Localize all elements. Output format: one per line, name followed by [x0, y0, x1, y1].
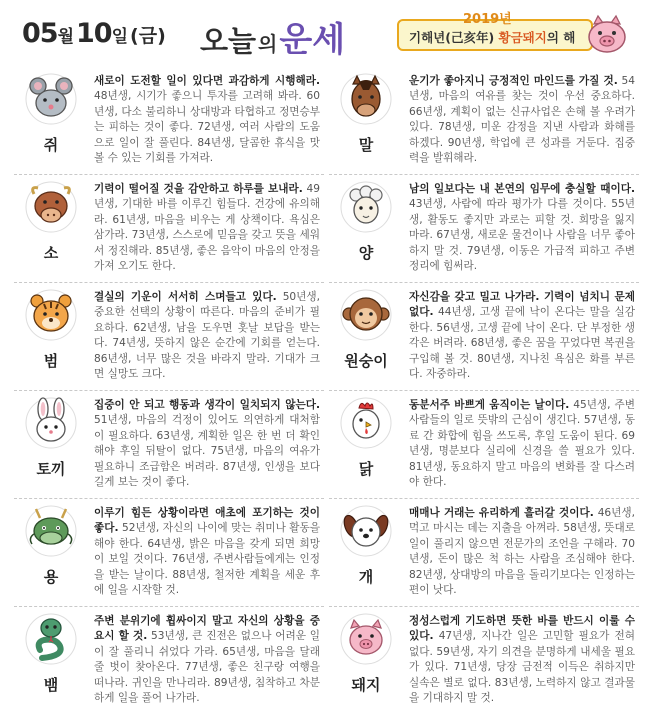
ox-icon: [24, 180, 78, 234]
year-badge: [397, 12, 593, 51]
divider: [329, 282, 639, 283]
zodiac-entry-dog: [329, 498, 639, 606]
fortune-headline: 주변 분위기에 휩싸이지 말고 자신의 상황을 중요시 할 것.: [94, 615, 320, 643]
fortune-headline: 결실의 기운이 서서히 스며들고 있다.: [94, 291, 277, 303]
zodiac-entry-horse: [329, 66, 639, 174]
fortune-body: 45년생, 주변 사람들의 일로 뜻밖의 근심이 생긴다. 57년생, 동료 간 화합에 힘을 쓰도록, 후일 도움이 된다. 69년생, 명분보다 실리에 신경을 쓸 필요가 있다. 81년생, 동요하지 말고 마음의 변화를 잘 다스려야 한다.: [409, 399, 635, 489]
fortune-body: 52년생, 자신의 나이에 맞는 취미나 활동을 해야 한다. 64년생, 밝은 마음을 갖게 되면 희망이 보일 것이다. 76년생, 주변사람들에게는 인정을 받는 날이다. 88년생, 철저한 계획을 세운 후에 일을 시작할 것.: [94, 522, 320, 597]
title-today: 오늘: [200, 24, 257, 58]
zodiac-name: 범: [43, 352, 59, 370]
zodiac-entry-rabbit: [14, 390, 324, 498]
fortune-headline: 이루기 힘든 상황이라면 애초에 포기하는 것이 좋다.: [94, 507, 320, 535]
fortune-body: 53년생, 큰 진전은 없으나 어려운 일이 잘 풀리니 쉬었다 가라. 65년생, 마음을 달래 줄 벗이 찾아온다. 77년생, 좋은 친구랑 여행을 떠나라. 귀인을 만나리라. 89년생, 침착하고 차분하게 일을 풀어 나가라.: [94, 630, 320, 705]
zodiac-entry-monkey: [329, 282, 639, 390]
fortune-body: 48년생, 시기가 좋으니 투자를 고려해 봐라. 60년생, 다소 불리하니 상대방과 타협하고 정면승부는 피하는 것이 좋다. 72년생, 여러 사람의 도움으로 일이 잘 풀린다. 84년생, 달콤한 휴식을 맛볼 수 있는 기회를 가져라.: [94, 90, 320, 165]
date-label: [22, 18, 166, 49]
fortune-text: [409, 290, 635, 382]
sheep-icon: [339, 180, 393, 234]
fortune-headline: 동분서주 바쁘게 움직이는 날이다.: [409, 399, 570, 411]
divider: [14, 174, 324, 175]
divider: [14, 498, 324, 499]
fortune-headline: 자신감을 갖고 밀고 나가라. 기력이 넘치니 문제없다.: [409, 291, 635, 319]
zodiac-badge: [20, 612, 82, 706]
badge-prefix: 기해년(己亥年): [409, 30, 499, 45]
rabbit-icon: [24, 396, 78, 450]
badge-year: 2019년: [463, 12, 512, 27]
fortune-text: [409, 74, 635, 166]
zodiac-badge: [335, 612, 397, 706]
divider: [14, 606, 324, 607]
fortune-body: 50년생, 중요한 선택의 상황이 따른다. 마음의 준비가 필요하다. 62년생, 남을 도우면 홋날 보답을 받는다. 74년생, 뜻하지 않은 순간에 기회를 얻는다. 86년생, 너무 많은 것을 바라지 말라. 기대가 크면 실망도 크다.: [94, 291, 321, 381]
mouse-icon: [24, 72, 78, 126]
divider: [14, 282, 324, 283]
fortune-body: 46년생, 먹고 마시는 데는 지출을 아껴라. 58년생, 뜻대로 일이 풀리지 않으면 전문가의 조언을 구해라. 70년생, 돈이 많은 척 하는 사람을 조심해야 한다. 82년생, 상대방의 마음을 돌리기보다는 인정하는 편이 낫다.: [409, 507, 636, 597]
fortune-headline: 남의 일보다는 내 본연의 임무에 충실할 때이다.: [409, 183, 635, 195]
divider: [329, 606, 639, 607]
zodiac-badge: [20, 396, 82, 490]
fortune-text: [94, 506, 320, 598]
fortune-body: 44년생, 고생 끝에 낙이 온다는 말을 실감한다. 56년생, 고생 끝에 낙이 온다. 단 부정한 생각은 버려라. 68년생, 좋은 꿈을 꾸었다면 복권을 구입해 볼 것. 80년생, 지나친 욕심은 화를 부른다. 자중하라.: [409, 306, 635, 381]
fortune-headline: 집중이 안 되고 행동과 생각이 일치되지 않는다.: [94, 399, 320, 411]
zodiac-name: 양: [358, 244, 374, 262]
fortune-body: 54년생, 마음의 여유를 찾는 것이 우선 중요하다. 66년생, 계획이 없는 신규사업은 손해 볼 우려가 있다. 78년생, 미운 감정을 지낸 사람과 화해를 하겠다. 90년생, 학업에 큰 성과를 거둔다. 집중력을 발휘해라.: [409, 75, 635, 165]
fortune-text: [94, 74, 320, 166]
title-particle: 의: [258, 32, 278, 56]
fortune-body: 47년생, 지나간 일은 고민할 필요가 전혀 없다. 59년생, 자기 의견을 분명하게 내세울 필요가 있다. 71년생, 당장 금전적 이득은 취하지만 실속은 별로 없다. 83년생, 노력하지 않고 결과물을 기대하지 말 것.: [409, 630, 635, 705]
zodiac-entry-ox: [14, 174, 324, 282]
zodiac-entry-pig: [329, 606, 639, 714]
zodiac-badge: [20, 180, 82, 274]
fortune-headline: 매매나 거래는 유리하게 흘러갈 것이다.: [409, 507, 594, 519]
fortune-text: [94, 398, 320, 490]
zodiac-name: 토끼: [36, 460, 66, 478]
tiger-icon: [24, 288, 78, 342]
zodiac-name: 돼지: [351, 676, 381, 694]
zodiac-entry-snake: [14, 606, 324, 714]
zodiac-name: 원숭이: [344, 352, 388, 370]
zodiac-entry-mouse: [14, 66, 324, 174]
zodiac-badge: [20, 504, 82, 598]
zodiac-badge: [335, 72, 397, 166]
zodiac-entry-sheep: [329, 174, 639, 282]
horse-icon: [339, 72, 393, 126]
fortune-text: [409, 398, 635, 490]
badge-suffix: 의 해: [546, 30, 576, 45]
divider: [14, 390, 324, 391]
zodiac-name: 소: [43, 244, 59, 262]
month-unit: 월: [57, 27, 75, 47]
zodiac-name: 개: [358, 568, 374, 586]
badge-highlight: 황금돼지: [498, 30, 547, 45]
fortune-text: [94, 614, 320, 706]
zodiac-badge: [335, 180, 397, 274]
snake-icon: [24, 612, 78, 666]
fortune-text: [94, 182, 320, 274]
zodiac-name: 말: [358, 136, 374, 154]
divider: [329, 498, 639, 499]
zodiac-entry-dragon: [14, 498, 324, 606]
badge-text: [409, 28, 575, 46]
title-fortune: 운세: [279, 20, 346, 60]
zodiac-entry-tiger: [14, 282, 324, 390]
fortune-text: [94, 290, 320, 382]
zodiac-name: 쥐: [43, 136, 59, 154]
dog-icon: [339, 504, 393, 558]
month-number: 05: [22, 18, 58, 49]
fortune-headline: 기력이 떨어질 것을 감안하고 하루를 보내라.: [94, 183, 303, 195]
monkey-icon: [339, 288, 393, 342]
zodiac-entry-rooster: [329, 390, 639, 498]
zodiac-name: 뱀: [43, 676, 59, 694]
dragon-icon: [24, 504, 78, 558]
weekday: (금): [130, 25, 166, 47]
fortune-headline: 운기가 좋아지니 긍정적인 마인드를 가질 것.: [409, 75, 618, 87]
fortune-body: 51년생, 마음의 걱정이 있어도 의연하게 대처함이 필요하다. 63년생, 계획한 일은 한 번 더 확인해야 후일 뒤탈이 없다. 75년생, 마음의 여유가 필요하니 조급함은 버려라. 87년생, 인생을 보다 길게 보는 것이 좋다.: [94, 414, 320, 489]
day-number: 10: [76, 18, 112, 49]
fortune-headline: 정성스럽게 기도하면 뜻한 바를 반드시 이룰 수 있다.: [409, 615, 635, 643]
divider: [329, 390, 639, 391]
zodiac-name: 용: [43, 568, 59, 586]
fortune-headline: 새로이 도전할 일이 있다면 과감하게 시행해라.: [94, 75, 320, 87]
pig-icon: [339, 612, 393, 666]
rooster-icon: [339, 396, 393, 450]
fortune-body: 43년생, 사람에 따라 평가가 다를 것이다. 55년생, 활동도 좋지만 과로는 피할 것. 희망을 잃지 마라. 67년생, 새로운 물건이나 사람을 너무 좋아하지 말 것. 79년생, 이동은 가급적 피하고 주변 정리에 힘써라.: [409, 198, 635, 273]
day-unit: 일: [111, 27, 129, 47]
zodiac-badge: [20, 72, 82, 166]
page-header: [0, 0, 649, 64]
zodiac-name: 닭: [358, 460, 374, 478]
divider: [329, 174, 639, 175]
fortune-body: 49년생, 기대한 바를 이루긴 힘들다. 건강에 유의해라. 61년생, 마음을 비우는 게 상책이다. 욕심은 삼가라. 73년생, 스스로에 믿음을 갖고 뜻을 세워서 정진해라. 85년생, 좋은 음악이 마음의 안정을 가져 오기도 한다.: [94, 183, 320, 273]
fortune-text: [409, 506, 635, 598]
zodiac-badge: [335, 288, 397, 382]
page-title: [200, 12, 345, 61]
golden-pig-icon: [584, 12, 630, 58]
zodiac-badge: [335, 396, 397, 490]
fortune-text: [409, 614, 635, 706]
fortune-text: [409, 182, 635, 274]
zodiac-badge: [335, 504, 397, 598]
zodiac-badge: [20, 288, 82, 382]
